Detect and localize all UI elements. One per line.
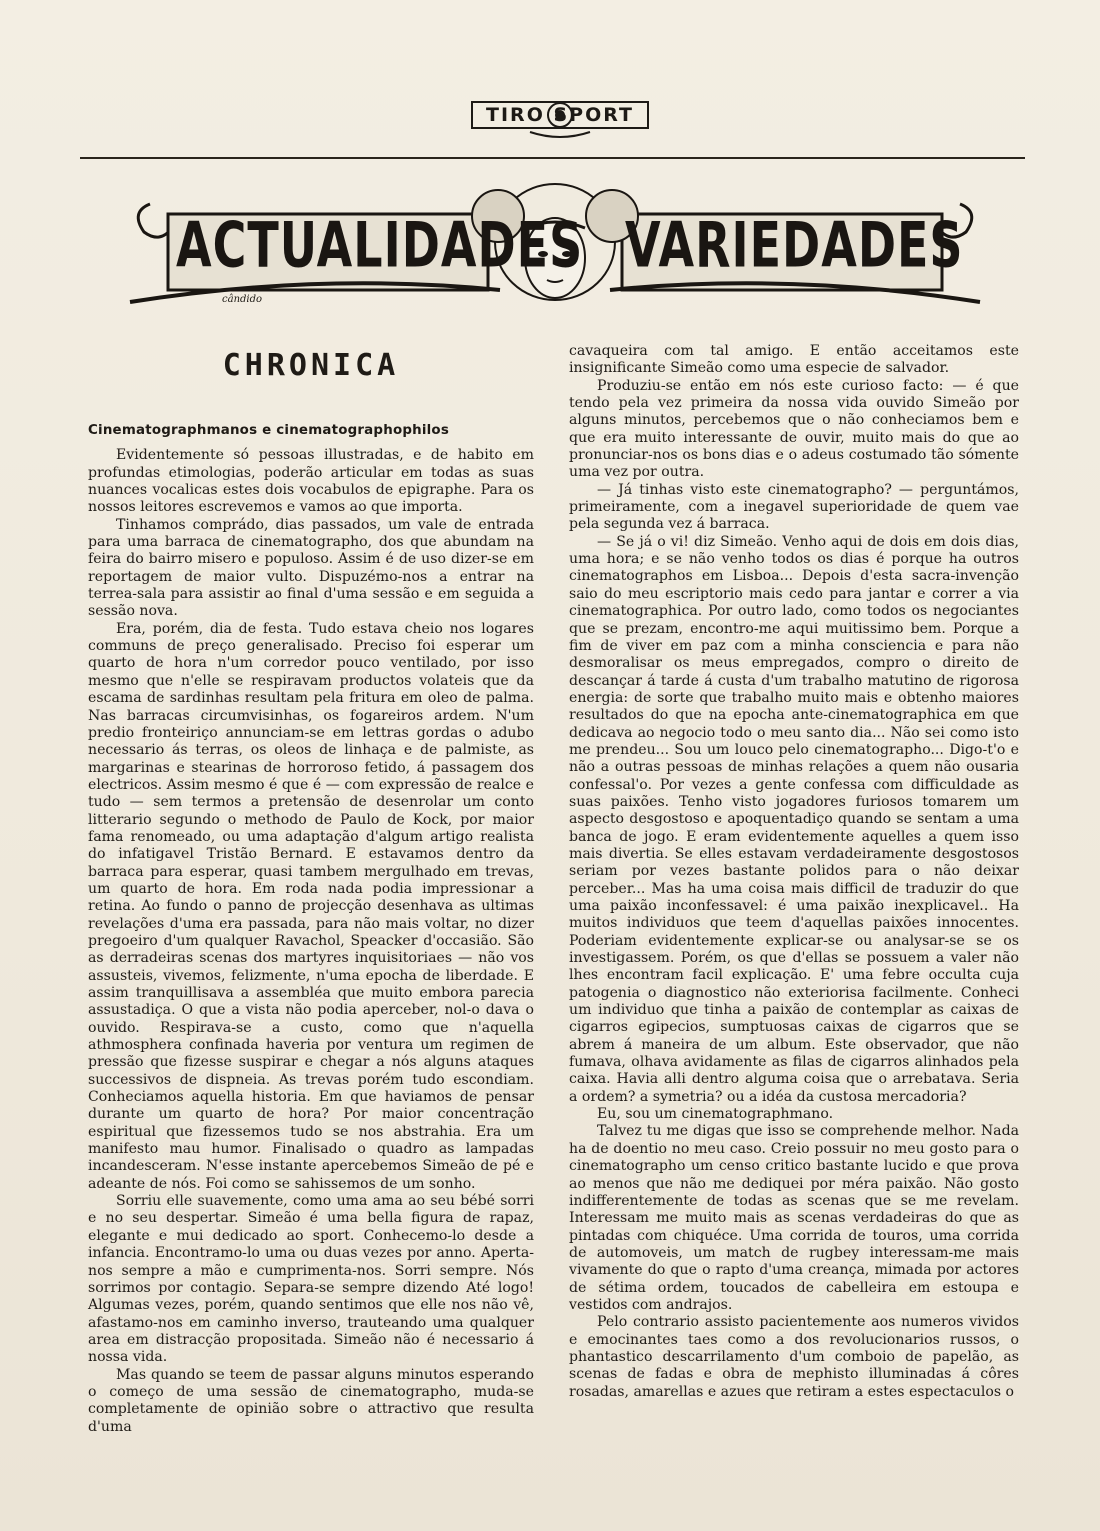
- paragraph: Pelo contrario assisto pacientemente aos numeros vividos e emocinantes taes como a dos revolucionarios russos, o phantastico descarrilamento d'um comboio de papelão, as scenas de fadas e obra de mephisto illuminadas á côres rosadas, amarellas e azues que retiram a estes espectaculos o: [569, 1314, 1019, 1400]
- paragraph: Talvez tu me digas que isso se comprehende melhor. Nada ha de doentio no meu caso. Creio possuir no meu gosto para o cinematographo um censo critico bastante lucido e que prova ao menos que não me dediquei por méra paixão. Não gosto indifferentemente de todas as scenas que se me revelam. Interessam me muito mais as scenas verdadeiras do que as pintadas com chiquéce. Uma corrida de touros, uma corrida de automoveis, um match de rugbey interessam-me mais vivamente do que o rapto d'uma creança, mimada por actores de sétima ordem, toucados de cabelleira em estoupa e vestidos com andrajos.: [569, 1123, 1019, 1313]
- paragraph: Eu, sou um cinematographmano.: [597, 1106, 834, 1123]
- paragraph: Era, porém, dia de festa. Tudo estava cheio nos logares communs de preço generalisado. Preciso foi esperar um quarto de hora n'um corredor pouco ventilado, por isso mesmo que n'elle se respiravam productos volateis que da escama de sardinhas resultam pela fritura em oleo de palma. Nas barracas circumvisinhas, os fogareiros ardem. N'um predio fronteiriço annunciam-se em lettras gordas o adubo necessario ás terras, os oleos de linhaça e de palmiste, as margarinas e stearinas de horroroso fetido, á passagem dos electricos. Assim mesmo é que é — com expressão de realce e tudo — sem termos a pretensão de desenrolar um conto litterario segundo o methodo de Paulo de Kock, por maior fama renomeado, ou uma adaptação d'algum artigo realista do infatigavel Tristão Bernard. E estavamos dentro da barraca para esperar, quasi tambem mergulhado em trevas, um quarto de hora. Em roda nada podia impressionar a retina. Ao fundo o panno de projecção desenhava as ultimas revelações d'uma era passada, para não mais voltar, no dizer pregoeiro d'um qualquer Ravachol, Speacker d'occasião. São as derradeiras scenas dos martyres inquisitoriaes — não vos assusteis, vivemos, felizmente, n'uma epocha de liberdade. E assim tranquillisava a assembléa que muito embora parecia assustadiça. O que a vista não podia aperceber, nol-o dava o ouvido. Respirava-se a custo, como que n'aquella athmosphera confinada haveria por ventura um regimen de pressão que fizesse suspirar e chegar a nós alguns ataques successivos de dispneia. As trevas porém tudo escondiam. Conheciamos aquella historia. Em que haviamos de pensar durante um quarto de hora? Por maior concentração espiritual que fizessemos tudo se nos abstrahia. Era um manifesto mau humor. Finalisado o quadro as lampadas incandesceram. N'esse instante apercebemos Simeão de pé e adeante de nós. Foi como se sahissemos de um sonho.: [88, 620, 534, 1192]
- header-rule: [80, 157, 1025, 159]
- left-column: [88, 340, 534, 1436]
- artist-signature: cândido: [222, 294, 263, 305]
- right-column: [569, 343, 1019, 1401]
- banner-word-right: VARIEDADES: [625, 208, 964, 282]
- paragraph: — Já tinhas visto este cinematographo? — perguntámos, primeiramente, com a inegavel superioridade de quem vae pela segunda vez á barraca.: [569, 481, 1019, 533]
- banner-word-left: ACTUALIDADES: [176, 208, 584, 282]
- paragraph: cavaqueira com tal amigo. E então acceitamos este insignificante Simeão como uma especie de salvador.: [569, 343, 1019, 377]
- paragraph: Mas quando se teem de passar alguns minutos esperando o começo de uma sessão de cinematographo, muda-se completamente de opinião sobre o attractivo que resulta d'uma: [88, 1366, 534, 1435]
- section-title: CHRONICA: [222, 348, 400, 383]
- article-subheading: Cinematographmanos e cinematographophilos: [88, 423, 450, 438]
- paragraph: Sorriu elle suavemente, como uma ama ao seu bébé sorri e no seu despertar. Simeão é uma bella figura de rapaz, elegante e mui dedicado ao sport. Conhecemo-lo desde a infancia. Encontramo-lo uma ou duas vezes por anno. Aperta-nos sempre a mão e cumprimenta-nos. Sorri sempre. Nós sorrimos por contagio. Separa-se sempre dizendo Até logo! Algumas vezes, porém, quando sentimos que elle nos não vê, afastamo-nos em caminho inverso, trauteando uma qualquer area em distracção propositada. Simeão não é necessario á nossa vida.: [88, 1193, 534, 1366]
- paragraph: — Se já o vi! diz Simeão. Venho aqui de dois em dois dias, uma hora; e se não venho todos os dias é porque ha outros cinematographos em Lisboa... Depois d'esta sacra-invenção saio do meu escriptorio mais cedo para jantar e correr a via cinematographica. Por outro lado, como todos os negociantes que se prezam, encontro-me aqui muitissimo bem. Porque a fim de viver em paz com a minha consciencia e para não desmoralisar os meus empregados, compro o direito de descançar á tarde á custa d'um trabalho matutino de rigorosa energia: de sorte que trabalho muito mais e obtenho maiores resultados do que na epocha ante-cinematographica em que dedicava ao negocio todo o meu santo dia... Não sei como isto me prendeu... Sou um louco pelo cinematographo... Digo-t'o e não a outras pessoas de minhas relações a quem não ousaria confessal'o. Por vezes a gente confessa com difficuldade as suas paixões. Tenho visto jogadores furiosos tomarem um aspecto desgostoso e apoquentadiço quando se sentam a uma banca de jogo. E eram evidentemente aquelles a quem isso mais divertia. Se elles estavam verdadeiramente desgostosos seriam por vezes bastante polidos para o não deixar perceber... Mas ha uma coisa mais difficil de traduzir do que uma paixão inconfessavel: é uma paixão inexplicavel.. Ha muitos individuos que teem d'aquellas paixões innocentes. Poderiam evidentemente explicar-se ou analysar-se se os investigassem. Porém, os que d'ellas se possuem a valer não lhes encontram facil explicação. E' uma febre occulta cuja patogenia o diagnostico não exteriorisa facilmente. Conheci um individuo que tinha a paixão de contemplar as caixas de cigarros egipecios, sumptuosas caixas de cigarros que se abrem á maneira de um album. Este observador, que não fumava, olhava avidamente as filas de cigarros alinhados pela caixa. Havia alli dentro alguma coisa que o arrebatava. Seria a ordem? a symetria? ou a idéa da custosa mercadoria?: [569, 533, 1019, 1105]
- paragraph: Evidentemente só pessoas illustradas, e de habito em profundas etimologias, poderão articular em todas as suas nuances vocalicas estes dois vocabulos de epigraphe. Para os nossos leitores escrevemos e vamos ao que importa.: [88, 447, 534, 516]
- masthead-logo: [470, 98, 650, 140]
- masthead-title: TIRO SPORT: [486, 104, 634, 126]
- paragraph: Produziu-se então em nós este curioso facto: — é que tendo pela vez primeira da nossa vida ouvido Simeão por alguns minutos, percebemos que o não conheciamos bem e que era muito interessante de ouvir, muito mais do que ao pronunciar-nos os bons dias e o adeus costumado tão sómente uma vez por outra.: [569, 377, 1019, 481]
- paragraph: Tinhamos comprádo, dias passados, um vale de entrada para uma barraca de cinematographo, dos que abundam na feira do bairro misero e populoso. Assim é de uso dizer-se em reportagem de maior vulto. Dispuzémo-nos a entrar na terrea-sala para assistir ao final d'uma sessão e em seguida a sessão nova.: [88, 516, 534, 620]
